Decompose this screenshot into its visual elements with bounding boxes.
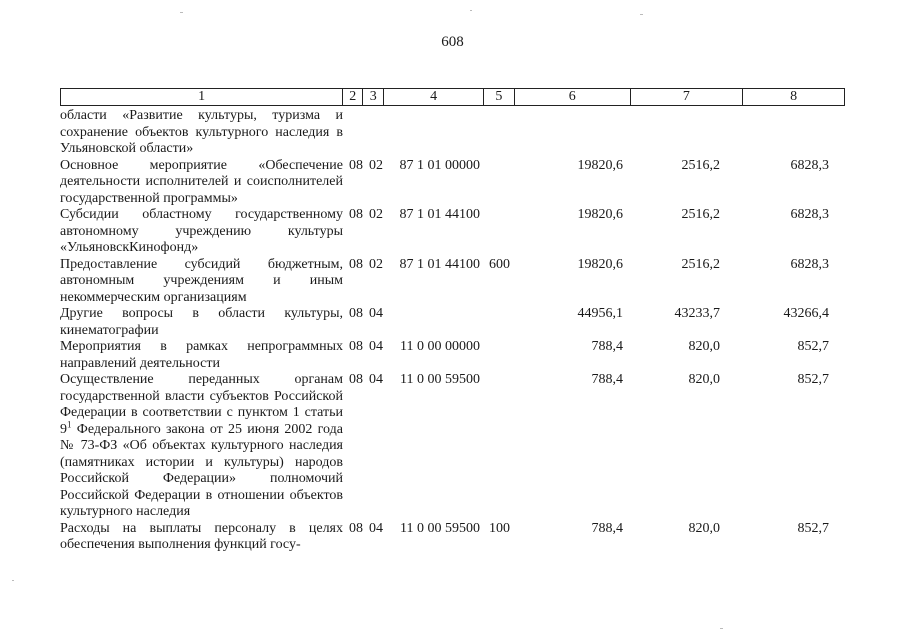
row-amount-1: 44956,1 [577, 306, 623, 321]
row-section: 08 [349, 339, 363, 354]
row-subsection: 02 [369, 207, 383, 222]
table-row [60, 306, 845, 339]
row-subsection [363, 108, 384, 158]
row-description: Другие вопросы в области культуры, кинематографии [60, 306, 343, 338]
row-description: Предоставление субсидий бюджетным, автономным учреждениям и иным некоммерческим организациям [60, 256, 343, 305]
row-subsection: 04 [369, 372, 383, 387]
scan-speckle [180, 12, 183, 13]
row-description [60, 372, 343, 521]
row-subsection: 02 [369, 157, 383, 173]
row-amount-1: 19820,6 [577, 157, 623, 173]
row-amount-3: 43266,4 [783, 306, 829, 321]
row-section: 08 [349, 157, 363, 173]
row-section [343, 108, 363, 158]
row-target-article: 87 1 01 44100 [399, 256, 480, 272]
row-amount-2: 2516,2 [681, 207, 720, 222]
row-amount-2: 2516,2 [681, 157, 720, 173]
row-amount-3: 6828,3 [790, 256, 829, 272]
row-amount-2: 43233,7 [674, 306, 720, 321]
table-row [60, 207, 845, 257]
table-row [60, 108, 845, 158]
row-target-article: 11 0 00 00000 [400, 339, 480, 354]
row-amount-2: 820,0 [688, 339, 720, 354]
row-section: 08 [349, 306, 363, 321]
row-target-article: 87 1 01 00000 [399, 157, 480, 173]
row-section: 08 [349, 372, 363, 387]
scan-speckle [12, 580, 14, 581]
header-col-2: 2 [343, 89, 363, 105]
table-header [60, 88, 845, 106]
row-description: Субсидии областному государственному автономному учреждению культуры «УльяновскКинофонд» [60, 207, 343, 255]
scan-speckle [470, 10, 472, 11]
row-expense-type [484, 306, 515, 339]
header-col-3: 3 [363, 89, 384, 105]
row-expense-type [484, 207, 515, 257]
header-col-6: 6 [515, 89, 631, 105]
header-col-1: 1 [61, 89, 343, 105]
row-description: Основное мероприятие «Обеспечение деятельности исполнителей и соисполнителей государственной программы» [60, 157, 343, 206]
row-amount-1: 19820,6 [577, 207, 623, 222]
row-section: 08 [349, 520, 363, 536]
row-amount-3: 852,7 [797, 339, 829, 354]
row-description-part: Федерального закона от 25 июня 2002 года № 73-ФЗ «Об объектах культурного наследия (памятниках истории и культуры) народов Российской Федерации» полномочий Российской Федерации в отношении объектов культурного наследия [60, 421, 343, 519]
row-amount-3: 852,7 [797, 520, 829, 536]
row-amount-2: 820,0 [688, 520, 720, 536]
row-expense-type [484, 108, 515, 158]
row-amount-3: 852,7 [797, 372, 829, 387]
row-expense-type: 100 [489, 520, 510, 536]
row-target-article [384, 306, 484, 339]
header-col-8: 8 [790, 89, 798, 104]
row-description: Мероприятия в рамках непрограммных направлений деятельности [60, 339, 343, 371]
row-amount-2: 820,0 [688, 372, 720, 387]
row-subsection: 02 [369, 256, 383, 272]
header-col-7: 7 [631, 89, 744, 105]
row-target-article: 87 1 01 44100 [399, 207, 480, 222]
row-subsection: 04 [369, 339, 383, 354]
table-row [60, 158, 845, 208]
row-amount-3: 6828,3 [790, 157, 829, 173]
row-subsection: 04 [369, 520, 383, 536]
row-amount-1: 788,4 [591, 520, 623, 536]
row-subsection: 04 [369, 306, 383, 321]
page-number: 608 [441, 34, 464, 50]
row-expense-type [484, 158, 515, 208]
table-body [60, 108, 845, 554]
row-amount-1: 19820,6 [577, 256, 623, 272]
row-target-article: 11 0 00 59500 [400, 372, 480, 387]
row-expense-type [484, 372, 515, 521]
header-col-4: 4 [384, 89, 484, 105]
row-section: 08 [349, 256, 363, 272]
table-row [60, 372, 845, 521]
row-amount-2: 2516,2 [681, 256, 720, 272]
row-amount-1: 788,4 [591, 372, 623, 387]
row-description: области «Развитие культуры, туризма и сохранение объектов культурного наследия в Ульяновской области» [60, 108, 343, 156]
row-description-part: Осуществление переданных органам государственной власти субъектов Российской Федерации в соответствии с пунктом 1 статьи 9 [60, 372, 343, 437]
row-description: Расходы на выплаты персоналу в целях обеспечения выполнения функций госу- [60, 520, 343, 552]
row-section: 08 [349, 207, 363, 222]
row-amount-1: 788,4 [591, 339, 623, 354]
row-target-article [384, 108, 484, 158]
row-amount-3: 6828,3 [790, 207, 829, 222]
row-expense-type: 600 [489, 256, 510, 272]
row-expense-type [484, 339, 515, 372]
superscript-mark: 1 [67, 418, 72, 429]
row-amount-2 [631, 108, 744, 158]
table-row [60, 257, 845, 307]
row-amount-3 [744, 108, 845, 158]
row-target-article: 11 0 00 59500 [400, 520, 480, 536]
header-col-5: 5 [484, 89, 515, 105]
row-amount-1 [515, 108, 631, 158]
table-row [60, 521, 845, 554]
scan-speckle [720, 628, 723, 629]
table-row [60, 339, 845, 372]
scan-speckle [640, 14, 643, 15]
